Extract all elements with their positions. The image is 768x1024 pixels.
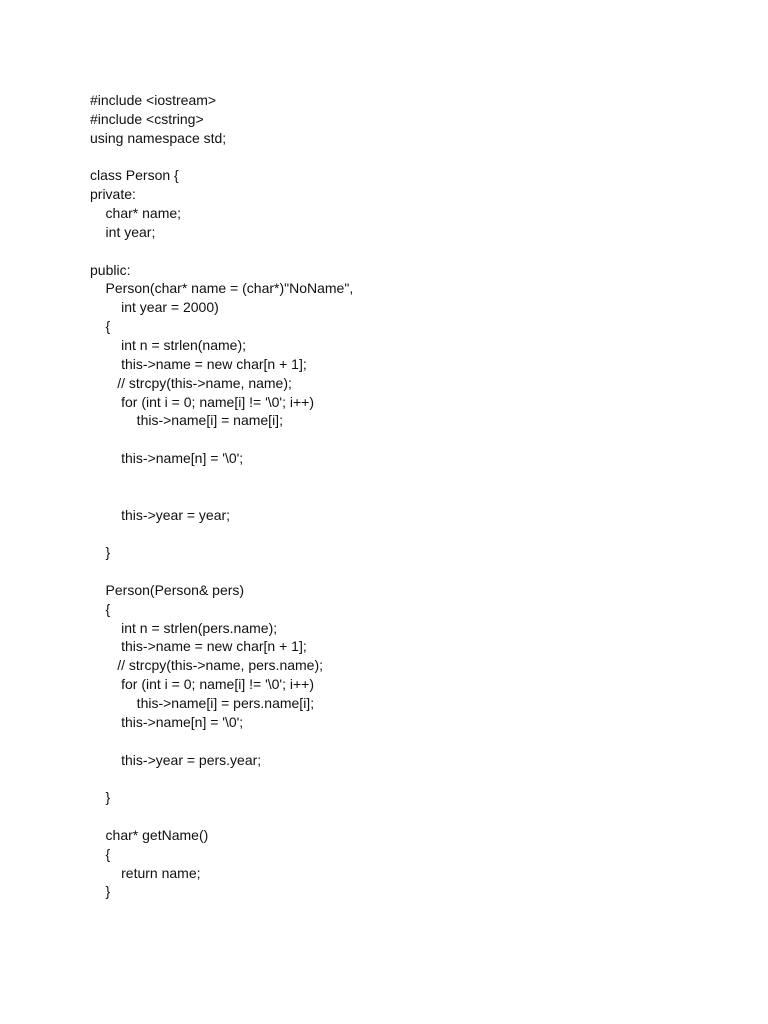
code-line: } xyxy=(90,789,111,806)
code-line xyxy=(90,524,730,543)
code-line xyxy=(90,148,730,167)
code-line: for (int i = 0; name[i] != '\0'; i++) xyxy=(90,676,314,693)
code-line: int n = strlen(name); xyxy=(90,336,247,353)
code-line: this->name[i] = name[i]; xyxy=(90,412,283,429)
code-line: // strcpy(this->name, pers.name); xyxy=(90,657,324,674)
code-line: return name; xyxy=(90,864,201,881)
code-line: this->name = new char[n + 1]; xyxy=(90,355,307,372)
code-line: int year = 2000) xyxy=(90,299,219,316)
code-line: private: xyxy=(90,186,136,203)
code-line: this->name[n] = '\0'; xyxy=(90,713,244,730)
code-line: char* name; xyxy=(90,205,182,222)
code-line: // strcpy(this->name, name); xyxy=(90,374,292,391)
code-line: char* getName() xyxy=(90,826,209,843)
code-line xyxy=(90,807,730,826)
code-line xyxy=(90,430,730,449)
code-line: int n = strlen(pers.name); xyxy=(90,619,278,636)
code-line: Person(Person& pers) xyxy=(90,581,245,598)
code-line: #include <cstring> xyxy=(90,110,204,127)
code-line xyxy=(90,562,730,581)
code-line xyxy=(90,732,730,751)
code-line: for (int i = 0; name[i] != '\0'; i++) xyxy=(90,393,314,410)
code-line: { xyxy=(90,318,111,335)
code-line: { xyxy=(90,845,111,862)
code-line: public: xyxy=(90,261,131,278)
code-line: this->year = year; xyxy=(90,506,231,523)
code-line xyxy=(90,242,730,261)
code-line: { xyxy=(90,600,111,617)
code-line: this->name[i] = pers.name[i]; xyxy=(90,695,315,711)
code-line: this->name = new char[n + 1]; xyxy=(90,638,307,655)
code-line: int year; xyxy=(90,223,156,240)
code-line xyxy=(90,468,730,487)
code-line: #include <iostream> xyxy=(90,92,217,108)
code-line: using namespace std; xyxy=(90,129,227,146)
code-line: Person(char* name = (char*)"NoName", xyxy=(90,280,354,297)
code-line: } xyxy=(90,544,111,561)
code-listing xyxy=(90,91,730,901)
code-line: class Person { xyxy=(90,167,179,184)
code-line xyxy=(90,487,730,506)
code-line: this->year = pers.year; xyxy=(90,751,262,768)
code-line: this->name[n] = '\0'; xyxy=(90,450,244,467)
code-line xyxy=(90,769,730,788)
code-line: } xyxy=(90,883,111,900)
